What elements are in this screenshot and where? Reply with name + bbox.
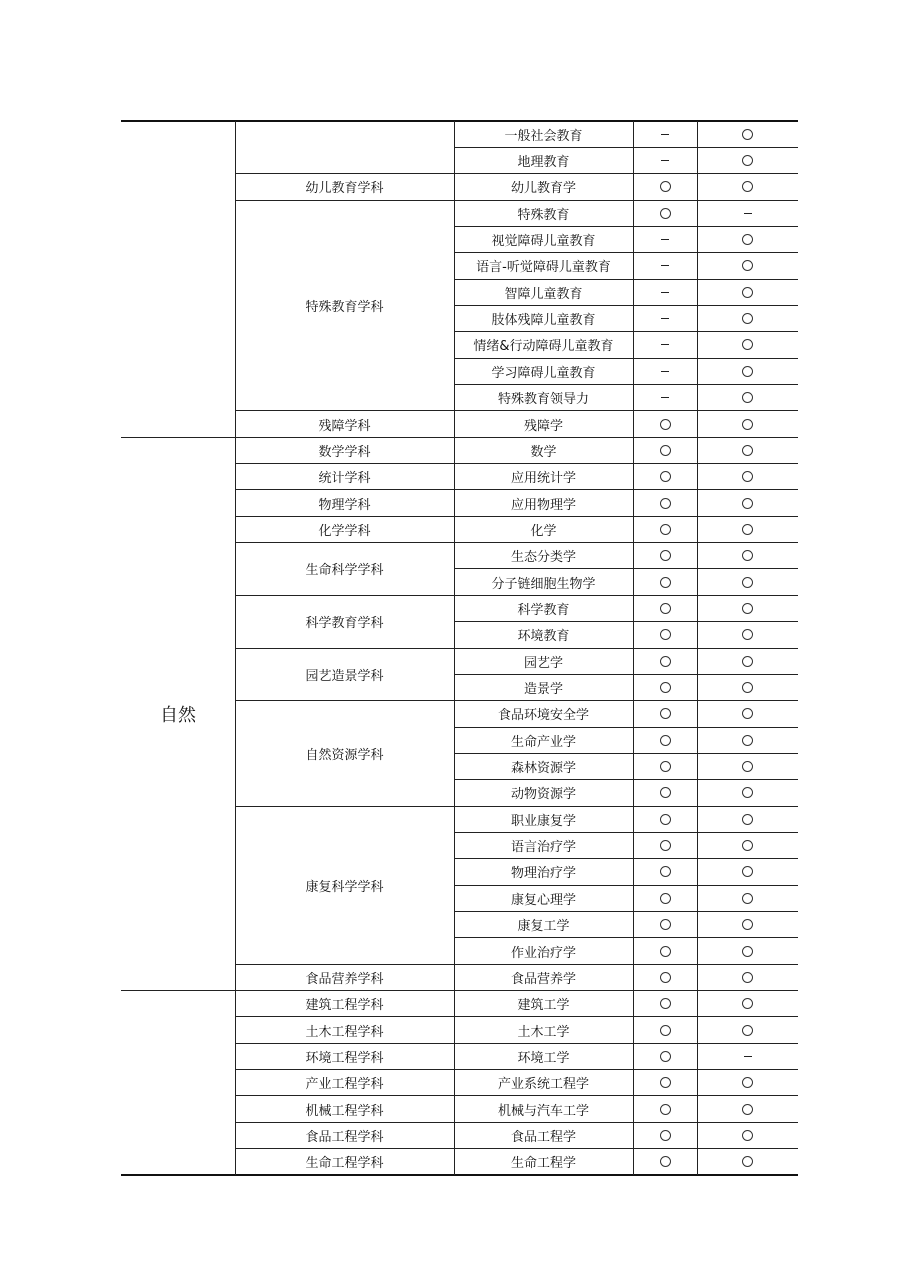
circle-icon <box>660 1130 671 1141</box>
subject-cell: 物理学科 <box>318 497 371 513</box>
circle-mark <box>697 464 798 490</box>
circle-icon <box>742 946 753 957</box>
circle-mark <box>697 859 798 885</box>
circle-icon <box>660 208 671 219</box>
circle-icon <box>742 919 753 930</box>
circle-mark <box>697 991 798 1017</box>
circle-icon <box>742 129 753 140</box>
major-cell: 地理教育 <box>517 155 570 171</box>
major-cell: 物理治疗学 <box>510 866 576 882</box>
subject-cell: 数学学科 <box>318 444 371 460</box>
circle-icon <box>742 629 753 640</box>
circle-icon <box>660 1077 671 1088</box>
circle-mark <box>697 305 798 331</box>
dash-mark <box>697 200 798 226</box>
circle-icon <box>660 550 671 561</box>
major-cell: 科学教育 <box>517 602 570 618</box>
subject-cell: 土木工程学科 <box>305 1024 384 1040</box>
dash-icon <box>661 344 669 345</box>
major-cell: 化学 <box>530 523 557 539</box>
major-cell: 残障学 <box>523 418 563 434</box>
circle-mark <box>633 1043 697 1069</box>
dash-mark <box>633 253 697 279</box>
circle-icon <box>742 787 753 798</box>
dash-mark <box>633 226 697 252</box>
dash-mark <box>633 121 697 147</box>
dash-icon <box>744 1056 752 1057</box>
major-cell: 分子链细胞生物学 <box>491 576 596 592</box>
circle-icon <box>660 629 671 640</box>
major-cell: 建筑工学 <box>517 998 570 1014</box>
circle-mark <box>697 674 798 700</box>
circle-mark <box>633 1149 697 1175</box>
circle-icon <box>742 419 753 430</box>
circle-icon <box>660 577 671 588</box>
circle-icon <box>742 603 753 614</box>
subject-cell <box>235 121 454 174</box>
circle-icon <box>742 366 753 377</box>
dash-icon <box>661 265 669 266</box>
circle-icon <box>742 260 753 271</box>
major-cell: 产业系统工程学 <box>497 1077 589 1093</box>
major-cell: 动物资源学 <box>510 787 576 803</box>
dash-mark <box>633 279 697 305</box>
circle-icon <box>660 946 671 957</box>
circle-icon <box>742 972 753 983</box>
circle-icon <box>742 998 753 1009</box>
circle-mark <box>697 622 798 648</box>
circle-mark <box>697 1070 798 1096</box>
major-cell: 一般社会教育 <box>504 128 583 144</box>
circle-mark <box>697 147 798 173</box>
major-cell: 食品工程学 <box>510 1129 576 1145</box>
subject-cell: 建筑工程学科 <box>305 998 384 1014</box>
subject-cell: 产业工程学科 <box>305 1077 384 1093</box>
circle-mark <box>697 753 798 779</box>
major-cell: 特殊教育 <box>517 207 570 223</box>
dash-icon <box>661 397 669 398</box>
circle-icon <box>660 735 671 746</box>
subject-cell: 化学学科 <box>318 523 371 539</box>
subject-cell: 生命工程学科 <box>305 1156 384 1172</box>
circle-icon <box>742 550 753 561</box>
major-cell: 生态分类学 <box>510 550 576 566</box>
circle-icon <box>742 287 753 298</box>
subject-cell: 康复科学学科 <box>305 879 384 895</box>
circle-mark <box>697 279 798 305</box>
dash-icon <box>661 371 669 372</box>
subject-cell: 幼儿教育学科 <box>305 181 384 197</box>
circle-mark <box>697 332 798 358</box>
circle-icon <box>660 998 671 1009</box>
circle-mark <box>633 885 697 911</box>
subject-cell: 食品营养学科 <box>305 971 384 987</box>
circle-icon <box>742 656 753 667</box>
circle-icon <box>742 445 753 456</box>
category-cell: 自然 <box>160 704 196 726</box>
major-cell: 园艺学 <box>523 655 563 671</box>
circle-icon <box>742 234 753 245</box>
circle-mark <box>633 727 697 753</box>
circle-mark <box>633 174 697 200</box>
circle-mark <box>697 832 798 858</box>
circle-mark <box>633 674 697 700</box>
circle-icon <box>660 919 671 930</box>
circle-mark <box>633 1017 697 1043</box>
circle-icon <box>742 524 753 535</box>
circle-mark <box>697 595 798 621</box>
circle-mark <box>633 490 697 516</box>
circle-mark <box>697 1017 798 1043</box>
circle-icon <box>742 1025 753 1036</box>
circle-mark <box>697 912 798 938</box>
circle-mark <box>633 622 697 648</box>
circle-icon <box>742 708 753 719</box>
circle-icon <box>742 1130 753 1141</box>
circle-mark <box>697 569 798 595</box>
dash-icon <box>661 318 669 319</box>
dash-mark <box>633 385 697 411</box>
circle-mark <box>697 411 798 437</box>
circle-mark <box>697 964 798 990</box>
circle-mark <box>633 464 697 490</box>
major-cell: 食品环境安全学 <box>497 708 589 724</box>
subject-cell: 食品工程学科 <box>305 1129 384 1145</box>
circle-icon <box>660 603 671 614</box>
circle-mark <box>633 200 697 226</box>
circle-icon <box>660 656 671 667</box>
category-cell <box>121 991 235 1175</box>
major-cell: 肢体残障儿童教育 <box>491 313 596 329</box>
major-cell: 康复工学 <box>517 919 570 935</box>
major-cell: 机械与汽车工学 <box>497 1103 589 1119</box>
circle-mark <box>697 174 798 200</box>
dash-icon <box>661 239 669 240</box>
subject-cell: 统计学科 <box>318 471 371 487</box>
circle-mark <box>697 1096 798 1122</box>
circle-mark <box>697 253 798 279</box>
circle-icon <box>742 392 753 403</box>
circle-mark <box>633 569 697 595</box>
circle-icon <box>742 155 753 166</box>
circle-mark <box>633 780 697 806</box>
circle-icon <box>742 1156 753 1167</box>
circle-mark <box>697 1122 798 1148</box>
major-cell: 作业治疗学 <box>510 945 576 961</box>
major-cell: 森林资源学 <box>510 761 576 777</box>
dash-mark <box>633 305 697 331</box>
circle-mark <box>633 648 697 674</box>
dash-icon <box>744 213 752 214</box>
circle-icon <box>660 787 671 798</box>
subject-cell: 残障学科 <box>318 418 371 434</box>
circle-icon <box>660 498 671 509</box>
circle-icon <box>660 840 671 851</box>
major-cell: 语言治疗学 <box>510 840 576 856</box>
major-cell: 职业康复学 <box>510 813 576 829</box>
dash-mark <box>633 147 697 173</box>
major-cell: 生命工程学 <box>510 1156 576 1172</box>
circle-mark <box>633 859 697 885</box>
circle-mark <box>697 226 798 252</box>
circle-icon <box>660 761 671 772</box>
circle-mark <box>697 1149 798 1175</box>
circle-mark <box>697 358 798 384</box>
circle-icon <box>742 339 753 350</box>
circle-mark <box>697 806 798 832</box>
circle-icon <box>742 682 753 693</box>
circle-icon <box>742 814 753 825</box>
major-cell: 学习障碍儿童教育 <box>491 365 596 381</box>
major-cell: 生命产业学 <box>510 734 576 750</box>
circle-mark <box>633 595 697 621</box>
circle-mark <box>697 543 798 569</box>
circle-mark <box>697 490 798 516</box>
dash-icon <box>661 134 669 135</box>
subject-cell: 环境工程学科 <box>305 1050 384 1066</box>
circle-icon <box>742 181 753 192</box>
circle-mark <box>633 701 697 727</box>
circle-mark <box>697 938 798 964</box>
subject-cell: 科学教育学科 <box>305 616 384 632</box>
circle-mark <box>697 385 798 411</box>
circle-mark <box>697 885 798 911</box>
circle-icon <box>660 866 671 877</box>
circle-icon <box>660 471 671 482</box>
subject-cell: 机械工程学科 <box>305 1103 384 1119</box>
major-cell: 数学 <box>530 444 557 460</box>
circle-mark <box>697 701 798 727</box>
subject-cell: 特殊教育学科 <box>305 299 384 315</box>
circle-icon <box>742 735 753 746</box>
circle-mark <box>633 806 697 832</box>
major-cell: 环境教育 <box>517 629 570 645</box>
circle-icon <box>660 972 671 983</box>
circle-icon <box>742 840 753 851</box>
dash-mark <box>697 1043 798 1069</box>
major-cell: 幼儿教育学 <box>510 181 576 197</box>
circle-icon <box>742 1077 753 1088</box>
major-cell: 特殊教育领导力 <box>497 392 589 408</box>
major-cell: 食品营养学 <box>510 971 576 987</box>
circle-mark <box>633 753 697 779</box>
major-cell: 语言-听觉障碍儿童教育 <box>476 260 611 276</box>
circle-mark <box>697 121 798 147</box>
circle-icon <box>660 814 671 825</box>
circle-mark <box>633 543 697 569</box>
circle-mark <box>633 832 697 858</box>
circle-icon <box>742 761 753 772</box>
circle-mark <box>697 437 798 463</box>
circle-icon <box>660 708 671 719</box>
circle-mark <box>633 938 697 964</box>
circle-mark <box>633 1070 697 1096</box>
circle-icon <box>742 866 753 877</box>
circle-mark <box>633 1096 697 1122</box>
dash-icon <box>661 292 669 293</box>
circle-mark <box>697 648 798 674</box>
major-cell: 土木工学 <box>517 1024 570 1040</box>
circle-icon <box>742 1104 753 1115</box>
major-cell: 应用统计学 <box>510 471 576 487</box>
circle-icon <box>660 682 671 693</box>
circle-icon <box>742 313 753 324</box>
circle-icon <box>660 1156 671 1167</box>
circle-icon <box>660 1025 671 1036</box>
circle-icon <box>660 1051 671 1062</box>
dash-mark <box>633 358 697 384</box>
circle-icon <box>742 893 753 904</box>
dash-mark <box>633 332 697 358</box>
circle-mark <box>633 411 697 437</box>
circle-icon <box>660 893 671 904</box>
circle-mark <box>633 964 697 990</box>
category-cell <box>121 121 235 437</box>
circle-mark <box>633 437 697 463</box>
circle-mark <box>633 991 697 1017</box>
subject-cell: 园艺造景学科 <box>305 668 384 684</box>
major-cell: 视觉障碍儿童教育 <box>491 234 596 250</box>
circle-icon <box>660 445 671 456</box>
circle-icon <box>660 524 671 535</box>
dash-icon <box>661 160 669 161</box>
major-cell: 环境工学 <box>517 1050 570 1066</box>
major-cell: 应用物理学 <box>510 497 576 513</box>
circle-icon <box>660 1104 671 1115</box>
circle-icon <box>660 419 671 430</box>
subject-cell: 自然资源学科 <box>305 747 384 763</box>
major-cell: 康复心理学 <box>510 892 576 908</box>
circle-icon <box>742 471 753 482</box>
circle-mark <box>697 516 798 542</box>
circle-mark <box>633 516 697 542</box>
circle-mark <box>697 727 798 753</box>
circle-icon <box>742 498 753 509</box>
major-cell: 情绪&行动障碍儿童教育 <box>473 339 614 355</box>
circle-icon <box>660 181 671 192</box>
curriculum-table <box>121 121 798 1175</box>
circle-mark <box>633 1122 697 1148</box>
circle-mark <box>697 780 798 806</box>
major-cell: 造景学 <box>523 682 563 698</box>
subject-cell: 生命科学学科 <box>305 563 384 579</box>
circle-icon <box>742 577 753 588</box>
major-cell: 智障儿童教育 <box>504 286 583 302</box>
circle-mark <box>633 912 697 938</box>
